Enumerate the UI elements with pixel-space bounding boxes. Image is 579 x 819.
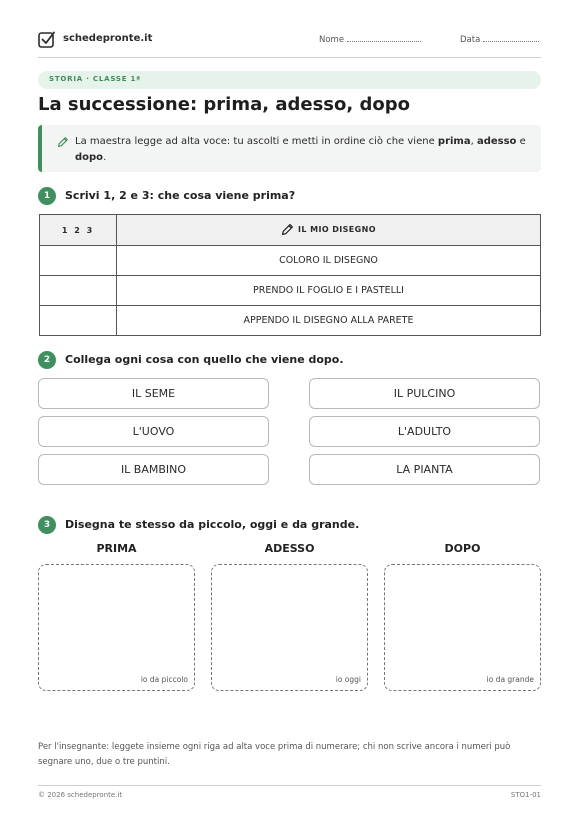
match-right-item[interactable]: LA PIANTA [309,454,540,485]
category-bar [38,71,541,89]
section-2-heading [38,351,438,369]
section-heading-text: Collega ogni cosa con quello che viene dopo. [65,353,344,366]
match-right-item[interactable]: IL PULCINO [309,378,540,409]
section-number-badge: 2 [38,351,56,369]
section-heading-text: Scrivi 1, 2 e 3: che cosa viene prima? [65,189,296,202]
instruction-box [38,125,541,172]
checkbox-logo-icon [38,30,56,49]
section-1-heading [38,187,438,205]
match-left-item[interactable]: IL BAMBINO [38,454,269,485]
order-input-cell[interactable] [40,306,117,336]
section-number-badge: 1 [38,187,56,205]
order-input-cell[interactable] [40,276,117,306]
date-field[interactable] [460,35,539,45]
action-cell: COLORO IL DISEGNO [117,246,541,276]
drawing-caption: io da grande [486,675,534,684]
ordering-table [39,214,541,336]
pencil-icon [281,223,294,236]
page-header [38,28,541,58]
table-row [40,306,541,336]
drawing-column-header [117,215,541,246]
order-column-header: 1 2 3 [40,215,117,246]
match-right-item[interactable]: L'ADULTO [309,416,540,447]
drawing-box-adesso[interactable] [211,564,368,691]
order-input-cell[interactable] [40,246,117,276]
drawing-box-prima[interactable] [38,564,195,691]
name-label: Nome [319,35,345,45]
worksheet-code: STO1-01 [510,791,541,799]
section-heading-text: Disegna te stesso da piccolo, oggi e da grande. [65,518,360,531]
name-field[interactable] [319,35,421,45]
page-title: La successione: prima, adesso, dopo [38,94,410,115]
drawing-column-label: IL MIO DISEGNO [298,224,376,234]
match-left-item[interactable]: IL SEME [38,378,269,409]
section-number-badge: 3 [38,516,56,534]
date-label: Data [460,35,481,45]
drawing-label-dopo: DOPO [444,542,481,555]
drawing-caption: io da piccolo [140,675,188,684]
pencil-icon [57,136,69,148]
drawing-label-prima: PRIMA [96,542,137,555]
category-label: STORIA · CLASSE 1ª [49,75,141,83]
teacher-note: Per l'insegnante: leggete insieme ogni riga ad alta voce prima di numerare; chi non scrive ancora i numeri può segnare uno, due o tre puntini. [38,742,511,767]
action-cell: APPENDO IL DISEGNO ALLA PARETE [117,306,541,336]
brand-name: schedepronte.it [63,33,153,44]
instruction-text: La maestra legge ad alta voce: tu ascolti e metti in ordine ciò che viene prima, adesso e dopo. [75,136,526,163]
drawing-caption: io oggi [335,675,361,684]
table-header-row [40,215,541,246]
copyright-text: © 2026 schedepronte.it [38,791,123,799]
page-footer [38,785,541,799]
drawing-label-adesso: ADESSO [264,542,315,555]
table-row [40,276,541,306]
action-cell: PRENDO IL FOGLIO E I PASTELLI [117,276,541,306]
table-row [40,246,541,276]
section-3-heading [38,516,438,534]
match-left-item[interactable]: L'UOVO [38,416,269,447]
drawing-box-dopo[interactable] [384,564,541,691]
